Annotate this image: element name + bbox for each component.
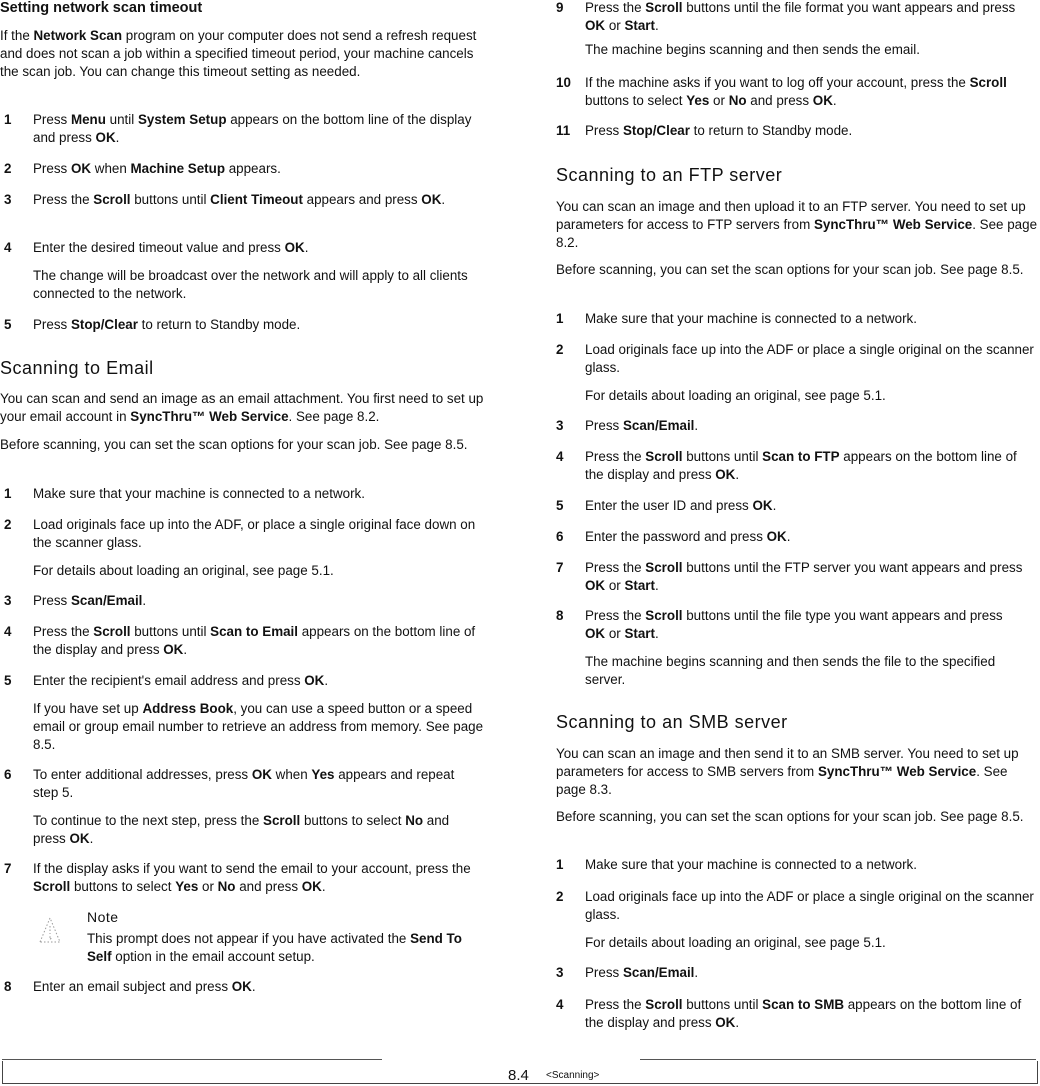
note-title: Note [87,909,119,925]
step-number: 4 [4,624,12,639]
step-number: 6 [4,767,12,782]
smb-intro-options: Before scanning, you can set the scan options for your scan job. See page 8.5. [556,809,1024,824]
step-number: 3 [4,593,12,608]
step-number: 3 [556,965,564,980]
step-number: 8 [556,608,564,623]
step-number: 9 [556,0,564,15]
step-text: Enter the recipient's email address and press OK. [33,673,329,688]
step-text: Enter the desired timeout value and press OK. [33,240,309,255]
step-text: Press OK when Machine Setup appears. [33,161,281,176]
step-text: Press Stop/Clear to return to Standby mode. [585,123,853,138]
step-subtext: The machine begins scanning and then sends the file to the specified server. [585,654,996,687]
note-text: This prompt does not appear if you have activated the Send To Self option in the email account setup. [87,931,462,964]
page-number: 8.4 [508,1067,529,1084]
timeout-heading: Setting network scan timeout [0,0,203,16]
step-text: Load originals face up into the ADF or place a single original on the scanner glass. [585,889,1034,922]
step-subtext: To continue to the next step, press the Scroll buttons to select No and press OK. [33,813,450,846]
step-number: 2 [4,161,12,176]
step-number: 6 [556,529,564,544]
step-number: 2 [556,342,564,357]
ftp-intro-options: Before scanning, you can set the scan options for your scan job. See page 8.5. [556,262,1024,277]
step-text: Make sure that your machine is connected to a network. [585,857,917,872]
step-number: 1 [4,112,12,127]
step-number: 11 [556,123,571,138]
ftp-heading: Scanning to an FTP server [556,165,783,185]
footer-rule-right [640,1059,1036,1060]
step-text: Press Scan/Email. [33,593,147,608]
step-number: 10 [556,75,571,90]
step-number: 5 [556,498,564,513]
step-text: Press the Scroll buttons until the FTP server you want appears and press OK or Start. [585,560,1023,593]
email-intro: You can scan and send an image as an email attachment. You first need to set up your email account in SyncThru™ Web Service. See page 8.2. [0,391,484,424]
step-text: Enter an email subject and press OK. [33,979,256,994]
step-number: 4 [4,240,12,255]
step-text: Make sure that your machine is connected to a network. [33,486,365,501]
step-text: To enter additional addresses, press OK when Yes appears and repeat step 5. [33,767,455,800]
step-number: 5 [4,673,12,688]
step-text: Press the Scroll buttons until Scan to FTP appears on the bottom line of the display and press OK. [585,449,1017,482]
step-text: Make sure that your machine is connected to a network. [585,311,917,326]
note-icon [32,912,68,948]
chapter-label: <Scanning> [546,1070,600,1081]
footer-rule-left [2,1059,382,1060]
step-text: Press the Scroll buttons until the file format you want appears and press OK or Start. [585,0,1016,33]
step-text: Press Scan/Email. [585,965,699,980]
step-number: 7 [4,861,12,876]
step-text: Press the Scroll buttons until Scan to Email appears on the bottom line of the display and press OK. [33,624,476,657]
step-number: 2 [556,889,564,904]
email-intro-options: Before scanning, you can set the scan options for your scan job. See page 8.5. [0,437,468,452]
step-text: Press Menu until System Setup appears on the bottom line of the display and press OK. [33,112,472,145]
step-subtext: The machine begins scanning and then sends the email. [585,42,920,57]
step-text: Load originals face up into the ADF, or place a single original face down on the scanner glass. [33,517,476,550]
ftp-intro: You can scan an image and then upload it to an FTP server. You need to set up parameters for access to FTP servers from SyncThru™ Web Service. See page 8.2. [556,199,1038,250]
step-text: Press the Scroll buttons until Scan to SMB appears on the bottom line of the display and press OK. [585,997,1022,1030]
step-number: 8 [4,979,12,994]
step-number: 1 [556,311,564,326]
step-number: 4 [556,997,564,1012]
step-number: 2 [4,517,12,532]
step-number: 3 [556,418,564,433]
step-text: Load originals face up into the ADF or place a single original on the scanner glass. [585,342,1034,375]
step-number: 5 [4,317,12,332]
step-text: Enter the user ID and press OK. [585,498,777,513]
step-text: Press Stop/Clear to return to Standby mode. [33,317,301,332]
step-number: 1 [556,857,564,872]
step-text: If the display asks if you want to send the email to your account, press the Scroll buttons to select Yes or No and press OK. [33,861,471,894]
step-text: Press Scan/Email. [585,418,699,433]
step-number: 3 [4,192,12,207]
email-heading: Scanning to Email [0,358,154,378]
smb-intro: You can scan an image and then send it to an SMB server. You need to set up parameters for access to SMB servers from SyncThru™ Web Service. See page 8.3. [556,746,1019,797]
step-text: Press the Scroll buttons until Client Timeout appears and press OK. [33,192,446,207]
step-subtext: For details about loading an original, see page 5.1. [585,388,886,403]
step-subtext: For details about loading an original, see page 5.1. [33,563,334,578]
step-number: 4 [556,449,564,464]
step-text: Enter the password and press OK. [585,529,791,544]
step-number: 1 [4,486,12,501]
step-text: If the machine asks if you want to log off your account, press the Scroll buttons to select Yes or No and press OK. [585,75,1007,108]
step-subtext: If you have set up Address Book, you can use a speed button or a speed email or group email number to retrieve an address from memory. See page 8.5. [33,701,484,752]
step-subtext: For details about loading an original, see page 5.1. [585,935,886,950]
timeout-intro: If the Network Scan program on your computer does not send a refresh request and does not scan a job within a specified timeout period, your machine cancels the scan job. You can change this timeout setting as needed. [0,28,477,79]
step-subtext: The change will be broadcast over the network and will apply to all clients connected to the network. [33,268,468,301]
step-text: Press the Scroll buttons until the file type you want appears and press OK or Start. [585,608,1003,641]
step-number: 7 [556,560,564,575]
smb-heading: Scanning to an SMB server [556,712,788,732]
